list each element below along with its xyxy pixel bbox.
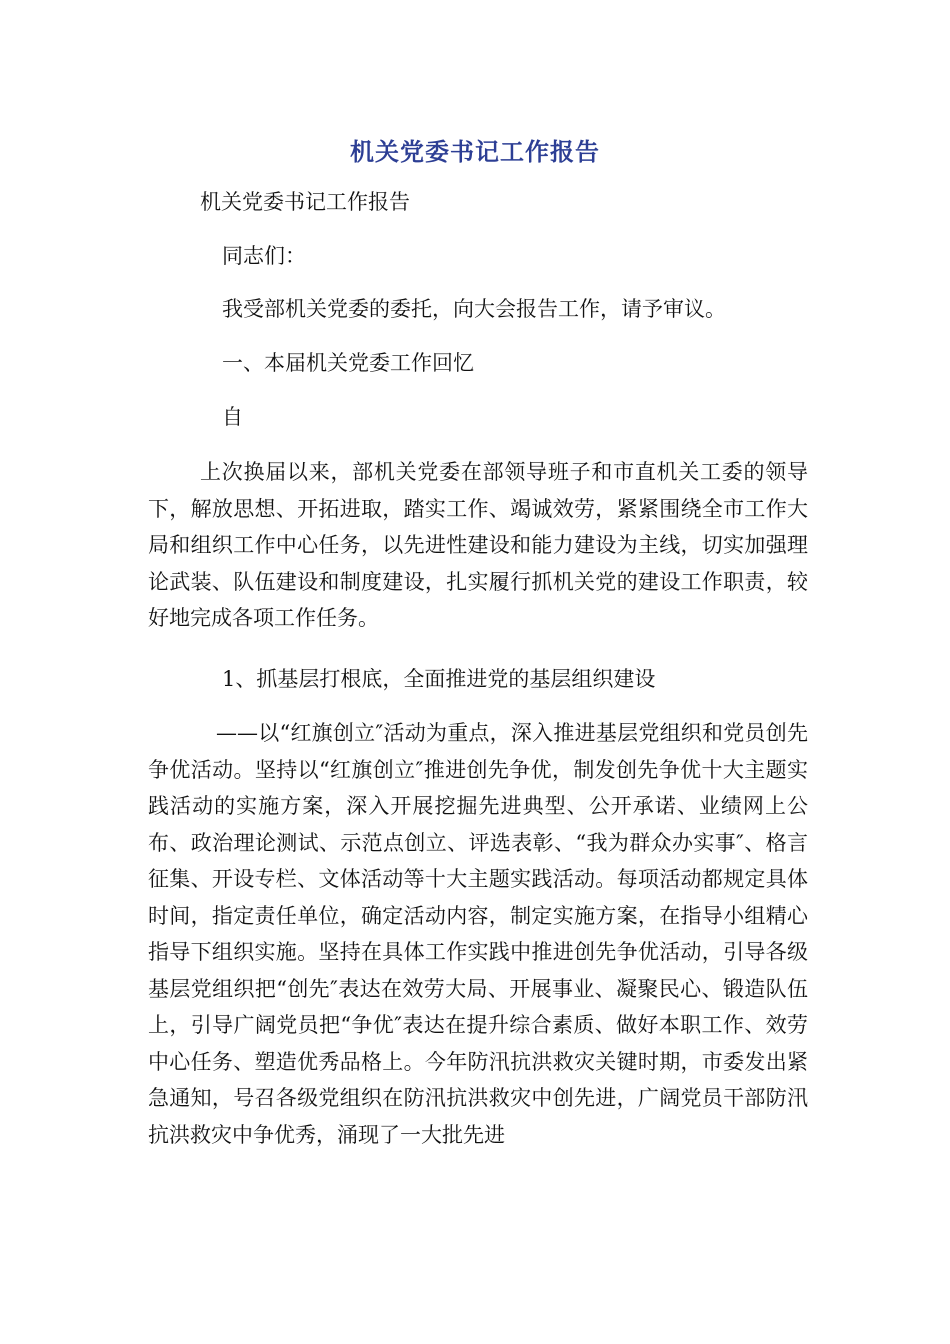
- single-character-line: 自: [222, 405, 243, 429]
- body-paragraph-1: 上次换届以来，部机关党委在部领导班子和市直机关工委的领导下，解放思想、开拓进取，踏实工作、竭诚效劳，紧紧围绕全市工作大局和组织工作中心任务，以先进性建设和能力建设为主线，切实加强理论武装、队伍建设和制度建设，扎实履行抓机关党的建设工作职责，较好地完成各项工作任务。: [148, 460, 808, 630]
- section-heading: 一、本届机关党委工作回忆: [222, 351, 474, 375]
- subsection-heading: 1、抓基层打根底，全面推进党的基层组织建设: [222, 667, 656, 691]
- body-paragraph-2: ——以“红旗创立″活动为重点，深入推进基层党组织和党员创先争优活动。坚持以“红旗创立″推进创先争优，制发创先争优十大主题实践活动的实施方案，深入开展挖掘先进典型、公开承诺、业绩网上公布、政治理论测试、示范点创立、评选表彰、“我为群众办实事″、格言征集、开设专栏、文体活动等十大主题实践活动。每项活动都规定具体时间，指定责任单位，确定活动内容，制定实施方案，在指导小组精心指导下组织实施。坚持在具体工作实践中推进创先争优活动，引导各级基层党组织把“创先″表达在效劳大局、开展事业、凝聚民心、锻造队伍上，引导广阔党员把“争优″表达在提升综合素质、做好本职工作、效劳中心任务、塑造优秀品格上。今年防汛抗洪救灾关键时期，市委发出紧急通知，号召各级党组织在防汛抗洪救灾中创先进，广阔党员干部防汛抗洪救灾中争优秀，涌现了一大批先进: [148, 721, 808, 1147]
- intro-paragraph: 我受部机关党委的委托，向大会报告工作，请予审议。: [222, 297, 726, 321]
- document-subtitle: 机关党委书记工作报告: [200, 190, 410, 214]
- document-title: 机关党委书记工作报告: [350, 138, 600, 166]
- greeting: 同志们：: [222, 244, 306, 268]
